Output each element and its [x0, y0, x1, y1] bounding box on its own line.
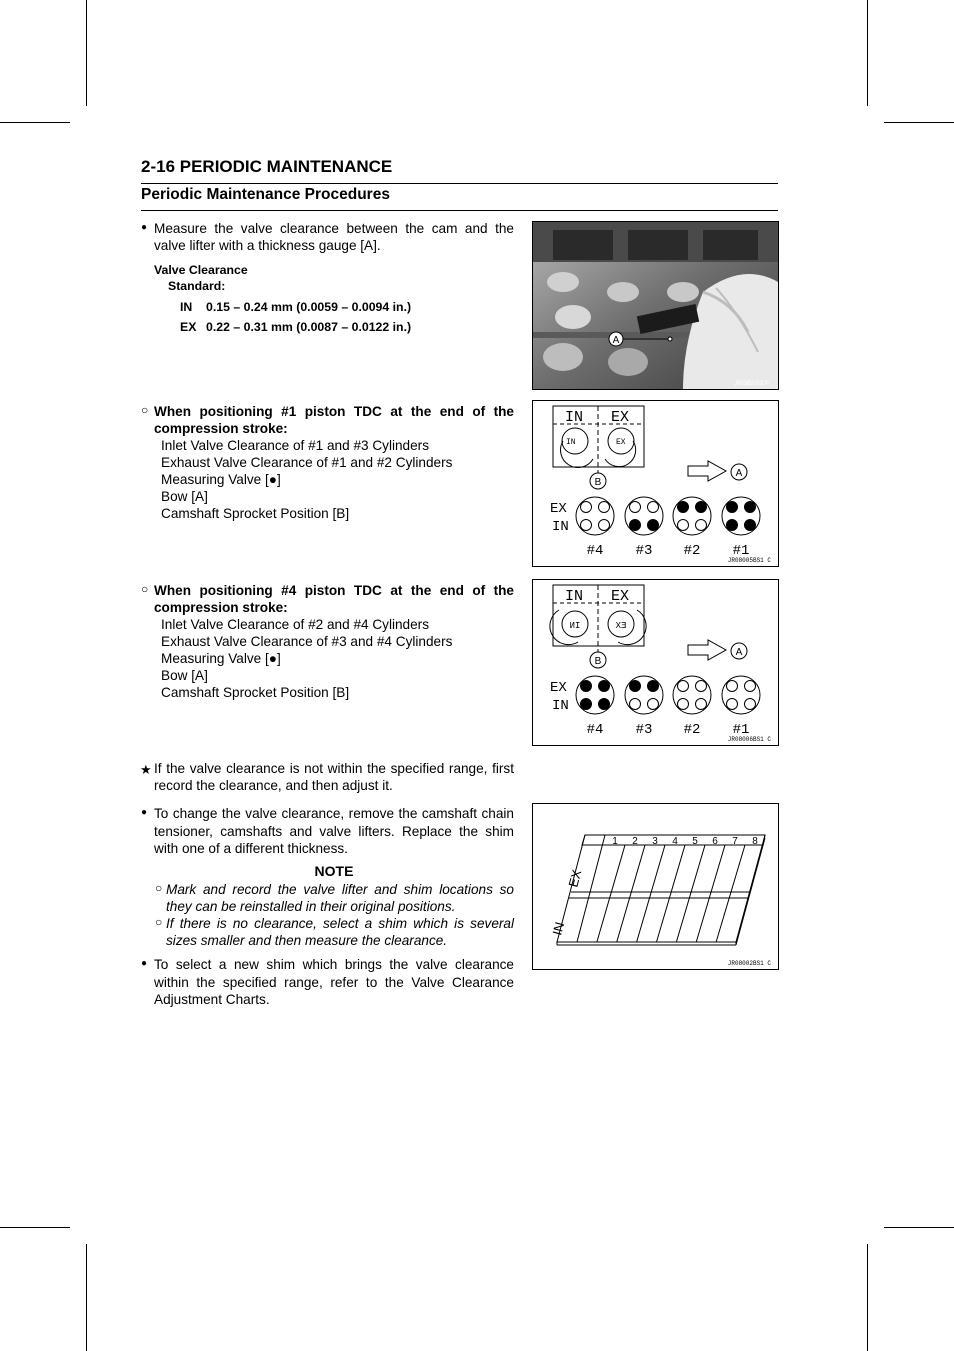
circle-marker: ○: [141, 403, 149, 417]
measuring-valve: [581, 681, 592, 692]
measuring-valve: [727, 520, 738, 531]
measuring-valve: [630, 681, 641, 692]
figure-code: JR08002BS1 C: [727, 960, 771, 967]
figure-code: JR08006BS1 C: [727, 736, 771, 743]
valve: [745, 699, 756, 710]
tdc4-line: Exhaust Valve Clearance of #3 and #4 Cylinders: [161, 634, 453, 649]
crop-mark: [86, 0, 87, 106]
valve: [648, 502, 659, 513]
crop-mark: [867, 1244, 868, 1351]
callout-b: B: [594, 656, 602, 667]
tdc1-line: Exhaust Valve Clearance of #1 and #2 Cylinders: [161, 455, 453, 470]
chart-column-number: 2: [632, 836, 638, 847]
cylinder-label: #3: [635, 543, 653, 559]
measuring-valve: [630, 520, 641, 531]
crop-mark: [867, 0, 868, 106]
measuring-valve: [696, 502, 707, 513]
star-marker: ★: [140, 762, 152, 777]
valve: [599, 520, 610, 531]
tdc4-line: Measuring Valve [●]: [161, 651, 281, 666]
measuring-valve: [599, 681, 610, 692]
sprocket-ex-label: EX: [616, 438, 626, 447]
spec-title: Valve Clearance: [154, 263, 248, 277]
cylinder-label: #2: [683, 543, 701, 559]
cylinder-label: #1: [732, 543, 750, 559]
sprocket-in-label: IN: [569, 621, 581, 631]
valve: [648, 699, 659, 710]
bullet-marker: ●: [141, 807, 148, 818]
tdc1-line: Camshaft Sprocket Position [B]: [161, 506, 350, 521]
measuring-valve: [745, 520, 756, 531]
valve: [678, 681, 689, 692]
cylinder-outline: [722, 497, 760, 535]
chart-column-number: 5: [692, 836, 698, 847]
in-row-label: IN: [552, 698, 569, 714]
valve: [630, 502, 641, 513]
tdc1-line: Inlet Valve Clearance of #1 and #3 Cylinders: [161, 438, 430, 453]
cylinder-label: #4: [586, 543, 604, 559]
chart-column-number: 1: [612, 836, 618, 847]
section-title: Periodic Maintenance Procedures: [141, 186, 390, 203]
bullet-marker: ●: [141, 222, 148, 233]
spec-label-in: IN: [180, 300, 193, 314]
crop-mark: [884, 1227, 954, 1228]
cylinder-label: #3: [635, 722, 653, 738]
cylinder-outline: [625, 676, 663, 714]
valve: [727, 681, 738, 692]
valve: [696, 520, 707, 531]
valve: [696, 681, 707, 692]
chart-column-number: 3: [652, 836, 658, 847]
ex-row-label: EX: [565, 868, 585, 889]
spec-value-ex: 0.22 – 0.31 mm (0.0087 – 0.0122 in.): [206, 320, 412, 334]
cylinder-outline: [673, 676, 711, 714]
measuring-valve: [581, 699, 592, 710]
instruction-measure: Measure the valve clearance between the cam and the valve lifter with a thickness gauge [A].: [154, 221, 514, 253]
chart-column-number: 8: [752, 836, 758, 847]
callout-a: A: [735, 647, 743, 658]
measuring-valve: [648, 520, 659, 531]
figure-code: JR08005BS1 C: [727, 557, 771, 564]
valve: [696, 699, 707, 710]
valve: [745, 681, 756, 692]
crop-mark: [86, 1244, 87, 1351]
figure-code: JR0IB003 P: [734, 380, 769, 387]
cylinder-label: #4: [586, 722, 604, 738]
valve-diagram-tdc1: [532, 400, 779, 567]
ex-row-label: EX: [550, 501, 567, 517]
in-label: IN: [565, 409, 584, 426]
cylinder-outline: [625, 497, 663, 535]
spec-label-ex: EX: [180, 320, 197, 334]
page-title: 2-16 PERIODIC MAINTENANCE: [141, 157, 393, 176]
cylinder-label: #1: [732, 722, 750, 738]
cylinder-outline: [576, 676, 614, 714]
tdc1-heading: When positioning #1 piston TDC at the end of the compression stroke:: [154, 404, 514, 436]
valve: [678, 520, 689, 531]
circle-marker: ○: [141, 582, 149, 596]
valve: [630, 699, 641, 710]
section-rule: [141, 210, 778, 211]
header-rule: [141, 183, 778, 184]
note-title: NOTE: [314, 863, 354, 879]
circle-marker: ○: [155, 881, 163, 895]
measuring-valve: [648, 681, 659, 692]
valve: [599, 502, 610, 513]
crop-mark: [0, 122, 70, 123]
cylinder-outline: [576, 497, 614, 535]
shim-record-chart: [532, 803, 779, 970]
tdc1-line: Bow [A]: [161, 489, 208, 504]
cylinder-outline: [673, 497, 711, 535]
note-item: If there is no clearance, select a shim which is several sizes smaller and then measure the clearance.: [166, 916, 514, 948]
tdc4-heading: When positioning #4 piston TDC at the end of the compression stroke:: [154, 583, 514, 615]
valve: [678, 699, 689, 710]
crop-mark: [884, 122, 954, 123]
in-label: IN: [565, 588, 584, 605]
callout-a: A: [612, 335, 620, 346]
note-item: Mark and record the valve lifter and shim locations so they can be reinstalled in their original positions.: [166, 882, 514, 914]
chart-column-number: 6: [712, 836, 718, 847]
out-of-range-note: If the valve clearance is not within the specified range, first record the clearance, and then adjust it.: [154, 761, 514, 793]
tdc4-line: Bow [A]: [161, 668, 208, 683]
ex-label: EX: [611, 588, 630, 605]
crop-mark: [0, 1227, 70, 1228]
spec-value-in: 0.15 – 0.24 mm (0.0059 – 0.0094 in.): [206, 300, 412, 314]
measuring-valve: [727, 502, 738, 513]
engine-photo: [532, 221, 779, 390]
instruction-change-shim: To change the valve clearance, remove the camshaft chain tensioner, camshafts and valve lifters. Replace the shim with one of a different thickness.: [154, 806, 514, 856]
valve-diagram-tdc4: [532, 579, 779, 746]
sprocket-ex-label: EX: [615, 621, 627, 631]
spec-standard-label: Standard:: [168, 279, 226, 293]
chart-column-number: 7: [732, 836, 738, 847]
tdc1-line: Measuring Valve [●]: [161, 472, 281, 487]
valve: [581, 520, 592, 531]
measuring-valve: [745, 502, 756, 513]
tdc4-line: Camshaft Sprocket Position [B]: [161, 685, 350, 700]
valve: [727, 699, 738, 710]
callout-a: A: [735, 468, 743, 479]
in-row-label: IN: [552, 519, 569, 535]
in-row-label: IN: [549, 920, 568, 937]
instruction-select-shim: To select a new shim which brings the valve clearance within the specified range, refer to the Valve Clearance Adjustment Charts.: [154, 957, 514, 1007]
sprocket-in-label: IN: [566, 438, 576, 447]
cylinder-label: #2: [683, 722, 701, 738]
ex-label: EX: [611, 409, 630, 426]
cylinder-outline: [722, 676, 760, 714]
chart-column-number: 4: [672, 836, 678, 847]
callout-b: B: [594, 477, 602, 488]
valve: [581, 502, 592, 513]
measuring-valve: [599, 699, 610, 710]
ex-row-label: EX: [550, 680, 567, 696]
tdc4-line: Inlet Valve Clearance of #2 and #4 Cylinders: [161, 617, 430, 632]
circle-marker: ○: [155, 915, 163, 929]
bullet-marker: ●: [141, 958, 148, 969]
measuring-valve: [678, 502, 689, 513]
